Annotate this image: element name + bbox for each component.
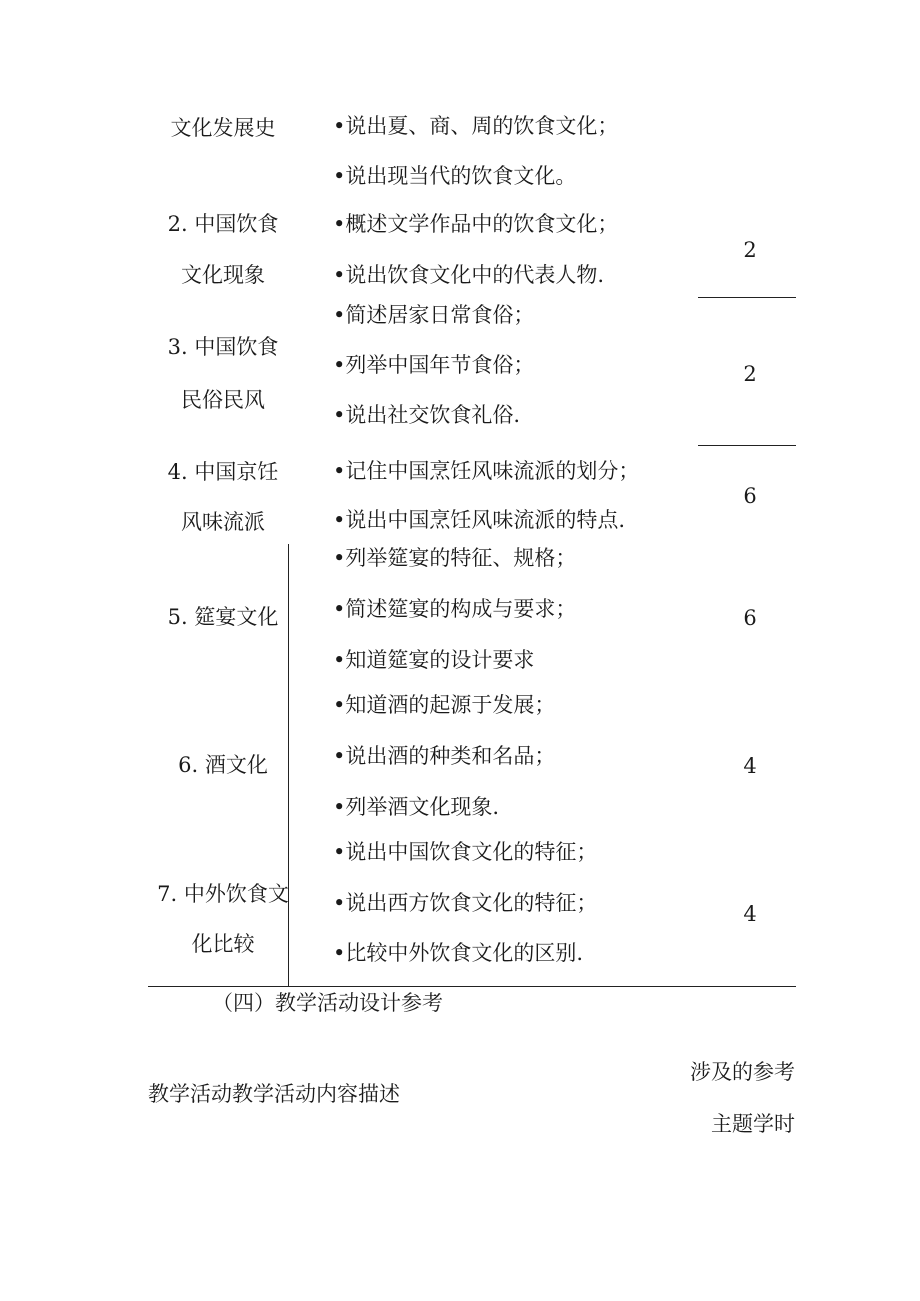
row1-topic-line1: 文化发展史 xyxy=(170,116,276,140)
row4-hours: 6 xyxy=(743,484,757,508)
row7-item1: •说出中国饮食文化的特征； xyxy=(333,840,598,864)
activity-header-col1: 教学活动教学活动内容描述 xyxy=(148,1082,400,1106)
row3-hours: 2 xyxy=(743,362,757,386)
row5-hours: 6 xyxy=(743,606,757,630)
activity-header-col2-line1: 涉及的参考 xyxy=(690,1060,795,1084)
row4-item1: •记住中国烹饪风味流派的划分； xyxy=(333,459,640,483)
row5-topic: 5. 筵宴文化 xyxy=(167,605,279,629)
row6-topic: 6. 酒文化 xyxy=(178,753,268,777)
section-heading: （四）教学活动设计参考 xyxy=(212,991,443,1015)
row7-topic-line2: 化比较 xyxy=(191,932,255,956)
row2-item2: •说出饮食文化中的代表人物. xyxy=(333,263,605,287)
row6-item3: •列举酒文化现象. xyxy=(333,795,500,819)
row2-topic-line2: 文化现象 xyxy=(181,263,265,287)
row7-item2: •说出西方饮食文化的特征； xyxy=(333,891,598,915)
row3-topic-line2: 民俗民风 xyxy=(181,388,265,412)
row6-item1: •知道酒的起源于发展； xyxy=(333,693,556,717)
activity-header-col2-line2: 主题学时 xyxy=(711,1112,795,1136)
row2-divider xyxy=(698,297,796,298)
row4-topic-line1: 4. 中国京饪 xyxy=(167,460,279,484)
row2-topic-line1: 2. 中国饮食 xyxy=(167,212,279,236)
row5-item2: •简述筵宴的构成与要求； xyxy=(333,597,577,621)
row7-topic-line1: 7. 中外饮食文 xyxy=(157,882,289,906)
row5-item1: •列举筵宴的特征、规格； xyxy=(333,546,577,570)
row2-item1: •概述文学作品中的饮食文化； xyxy=(333,212,619,236)
row3-topic-line1: 3. 中国饮食 xyxy=(167,335,279,359)
row3-item1: •简述居家日常食俗； xyxy=(333,303,535,327)
table-bottom-border xyxy=(148,986,796,987)
row5-item3: •知道筵宴的设计要求 xyxy=(333,648,535,672)
row2-hours: 2 xyxy=(743,238,757,262)
row3-item2: •列举中国年节食俗； xyxy=(333,353,535,377)
row3-divider xyxy=(698,445,796,446)
row7-item3: •比较中外饮食文化的区别. xyxy=(333,941,584,965)
row7-hours: 4 xyxy=(743,902,757,926)
row3-item3: •说出社交饮食礼俗. xyxy=(333,403,521,427)
row4-topic-line2: 风味流派 xyxy=(181,510,265,534)
row6-item2: •说出酒的种类和名品； xyxy=(333,744,556,768)
row1-item2: •说出现当代的饮食文化。 xyxy=(333,164,577,188)
row4-item2: •说出中国烹饪风味流派的特点. xyxy=(333,508,626,532)
row6-hours: 4 xyxy=(743,754,757,778)
row1-item1: •说出夏、商、周的饮食文化； xyxy=(333,114,619,138)
